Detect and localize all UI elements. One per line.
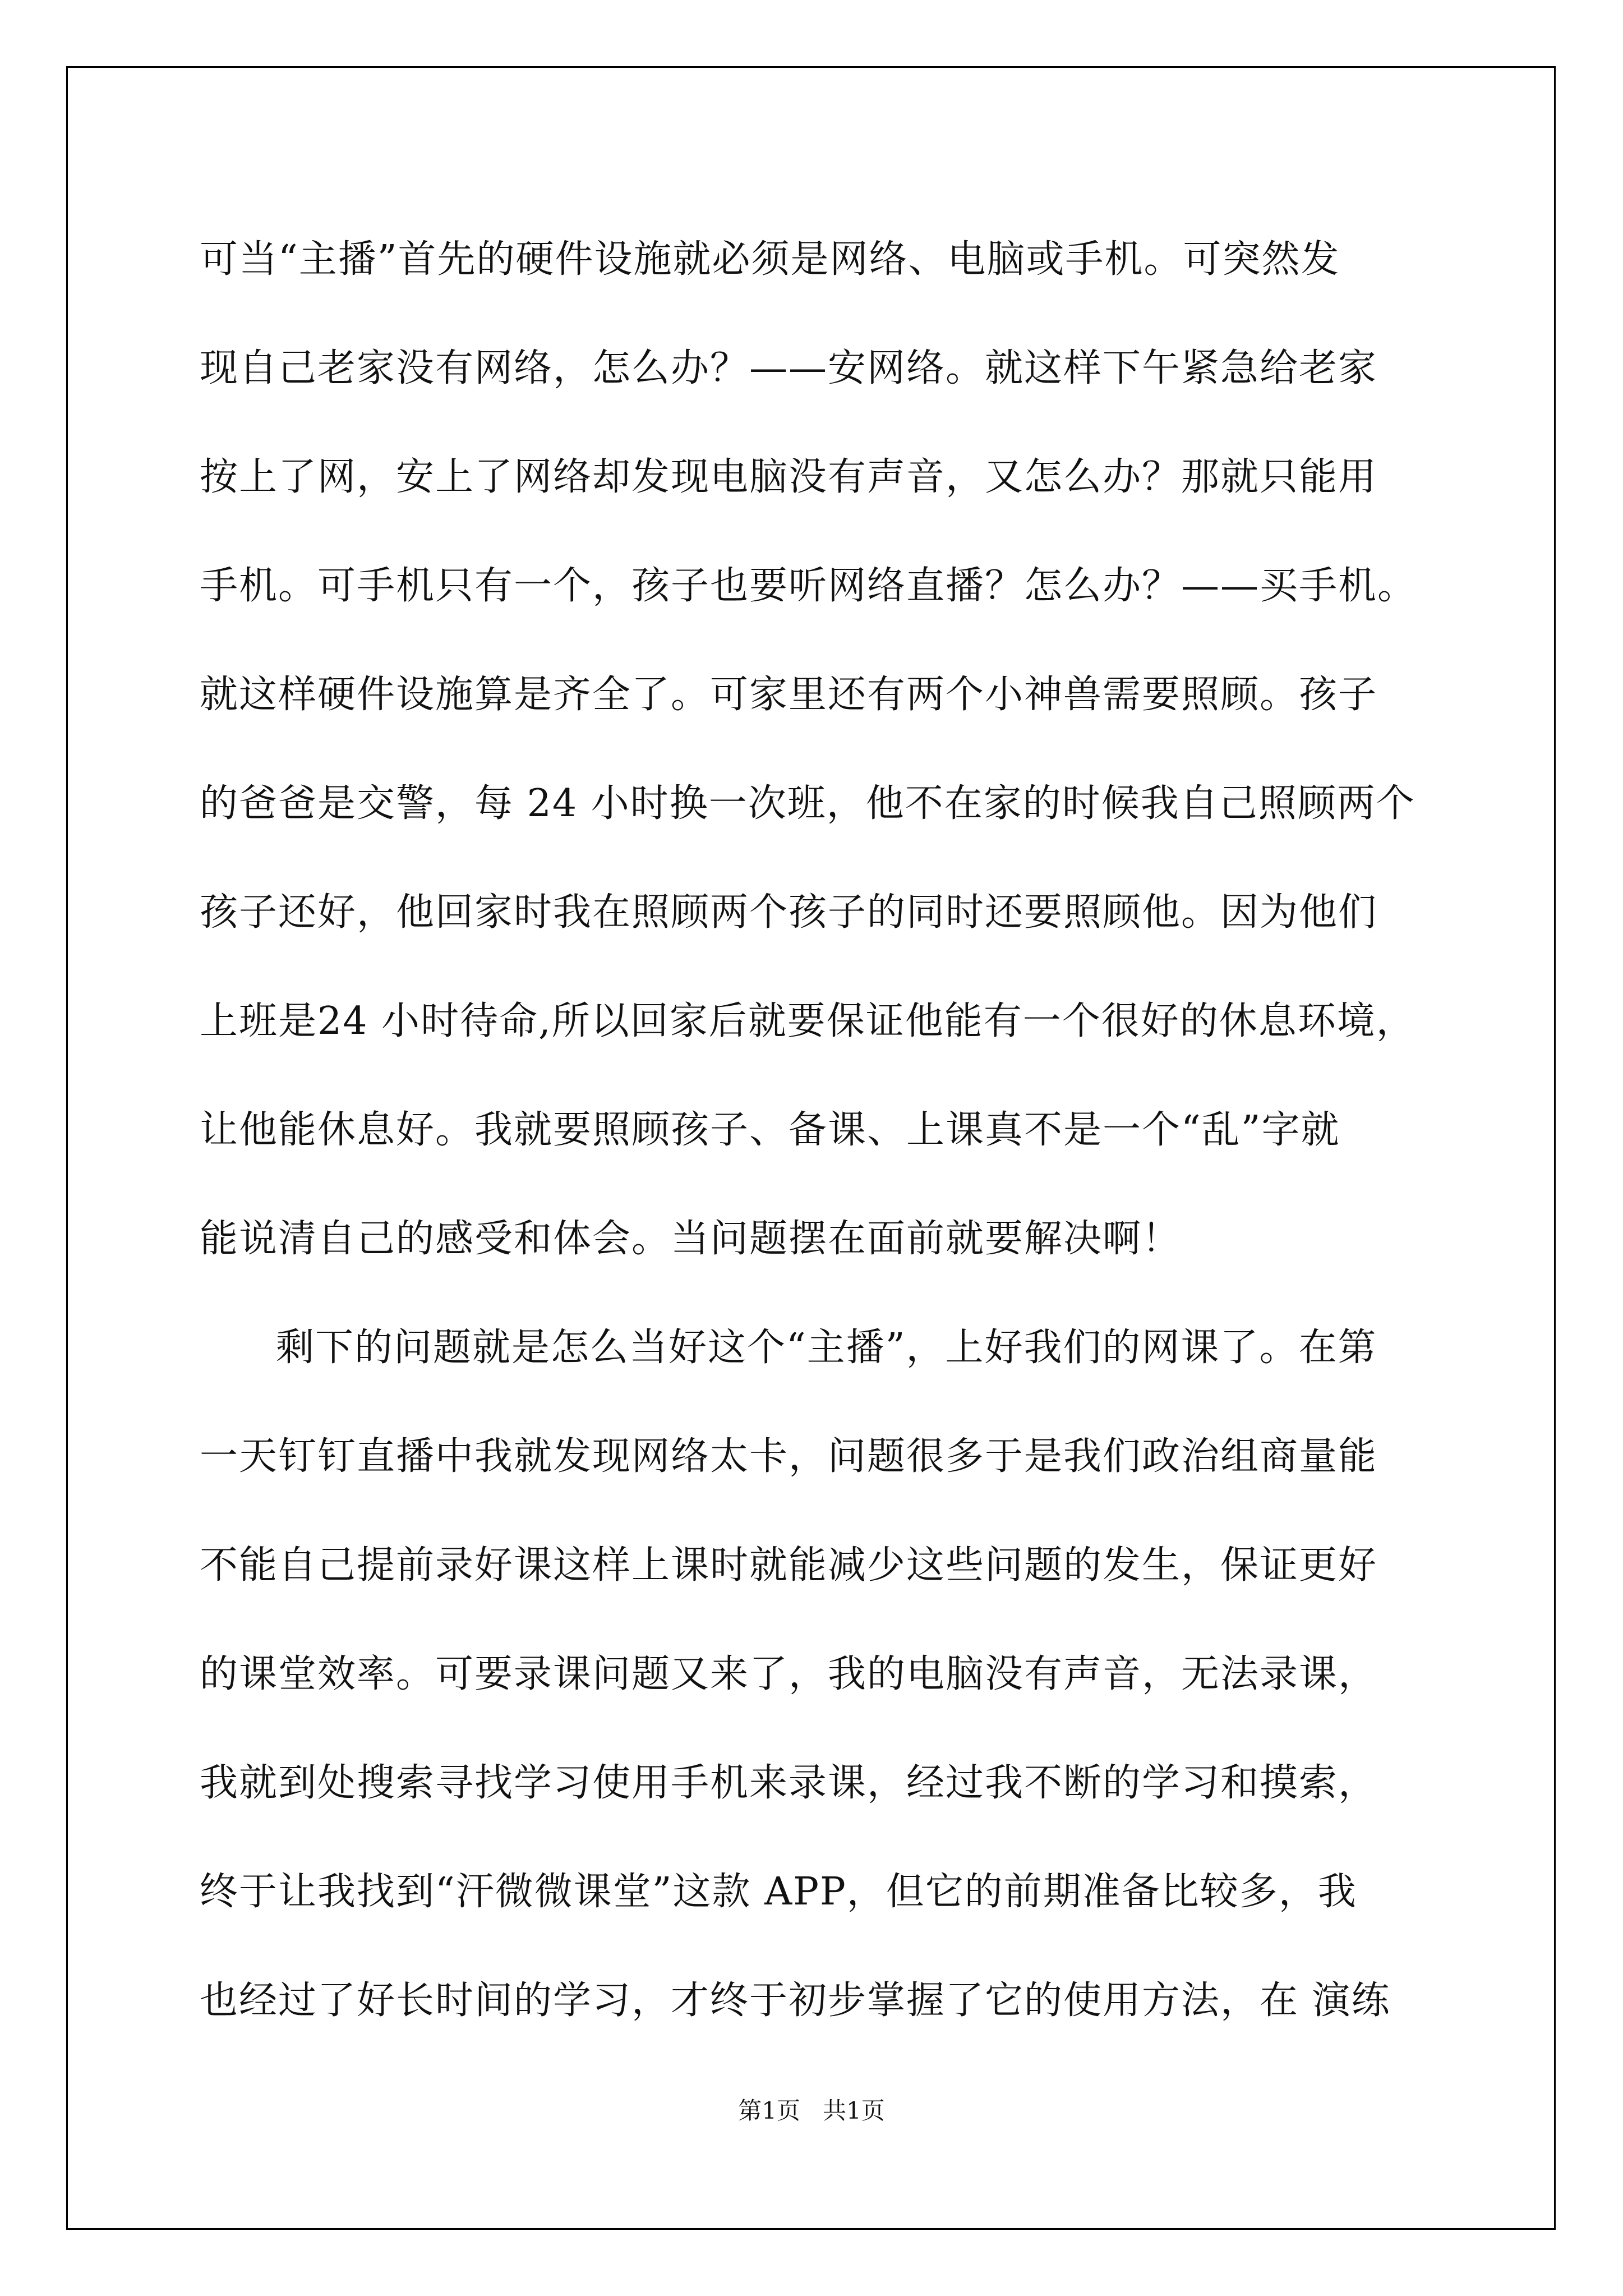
document-body xyxy=(200,205,1467,2055)
text-line: 剩下的问题就是怎么当好这个“主播”，上好我们的网课了。在第 xyxy=(276,1326,1377,1370)
text-line: 让他能休息好。我就要照顾孩子、备课、上课真不是一个“乱”字就 xyxy=(200,1108,1340,1152)
text-line: 的课堂效率。可要录课问题又来了，我的电脑没有声音，无法录课， xyxy=(200,1652,1378,1696)
text-line: 终于让我找到“汗微微课堂”这款 APP，但它的前期准备比较多，我 xyxy=(200,1870,1357,1914)
text-line: 就这样硬件设施算是齐全了。可家里还有两个小神兽需要照顾。孩子 xyxy=(200,673,1378,717)
text-line: 也经过了好长时间的学习，才终于初步掌握了它的使用方法，在 演练 xyxy=(200,1978,1391,2023)
text-line: 现自己老家没有网络，怎么办？——安网络。就这样下午紧急给老家 xyxy=(200,346,1378,390)
text-line: 我就到处搜索寻找学习使用手机来录课，经过我不断的学习和摸索， xyxy=(200,1761,1378,1805)
text-line: 的爸爸是交警，每 24 小时换一次班，他不在家的时候我自己照顾两个 xyxy=(200,781,1415,826)
page-number-footer: 第1页 共1页 xyxy=(738,2097,885,2124)
text-line: 按上了网，安上了网络却发现电脑没有声音，又怎么办？那就只能用 xyxy=(200,455,1378,499)
text-line: 一天钉钉直播中我就发现网络太卡，问题很多于是我们政治组商量能 xyxy=(200,1434,1378,1479)
text-line: 手机。可手机只有一个，孩子也要听网络直播？怎么办？——买手机。 xyxy=(200,564,1417,608)
text-line: 上班是24 小时待命,所以回家后就要保证他能有一个很好的休息环境， xyxy=(200,999,1415,1043)
text-line: 孩子还好，他回家时我在照顾两个孩子的同时还要照顾他。因为他们 xyxy=(200,890,1378,935)
text-line: 不能自己提前录好课这样上课时就能减少这些问题的发生，保证更好 xyxy=(200,1543,1378,1588)
text-line: 能说清自己的感受和体会。当问题摆在面前就要解决啊！ xyxy=(200,1217,1182,1261)
text-line: 可当“主播”首先的硬件设施就必须是网络、电脑或手机。可突然发 xyxy=(200,237,1340,282)
